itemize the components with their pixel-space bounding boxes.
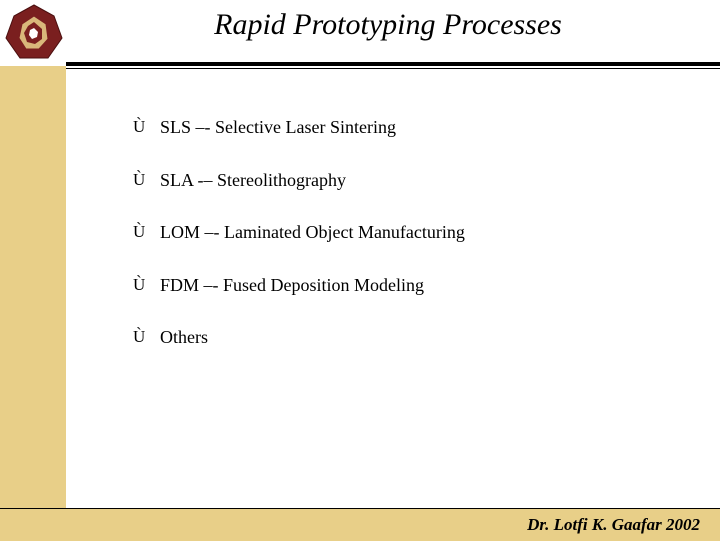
- slide-title: Rapid Prototyping Processes: [214, 8, 562, 41]
- bullet-text: SLA -– Stereolithography: [160, 169, 346, 190]
- title-rule-thin: [66, 68, 720, 69]
- bullet-icon: Ù: [133, 222, 146, 241]
- bullet-text: LOM –- Laminated Object Manufacturing: [160, 222, 465, 242]
- bullet-text: Others: [160, 327, 208, 347]
- footer-author: Dr. Lotfi K. Gaafar 2002: [527, 515, 700, 534]
- list-item: [133, 117, 465, 170]
- bullet-icon: Ù: [133, 117, 146, 136]
- side-panel: [0, 66, 66, 508]
- bullet-text: FDM –- Fused Deposition Modeling: [160, 274, 425, 295]
- bullet-icon: Ù: [133, 327, 146, 346]
- list-item: [133, 170, 465, 223]
- bullet-icon: Ù: [133, 274, 146, 294]
- bullet-list: [133, 117, 465, 380]
- bullet-icon: Ù: [133, 169, 146, 189]
- list-item: [133, 327, 465, 380]
- list-item: [133, 275, 465, 328]
- title-rule: [66, 62, 720, 66]
- bullet-text: SLS –- Selective Laser Sintering: [160, 117, 396, 137]
- list-item: [133, 222, 465, 275]
